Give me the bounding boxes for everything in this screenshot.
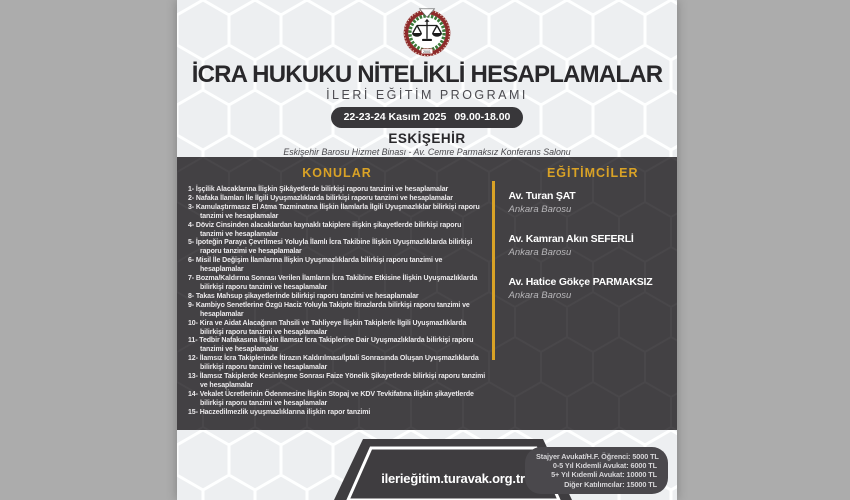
topic-item: [188, 222, 486, 240]
topic-number: 12-: [188, 355, 198, 363]
topic-item: [188, 355, 486, 373]
topic-text: Nafaka İlamları İle İlgili Uyuşmazlıklarda bilirkişi raporu tanzimi ve hesaplamalar: [195, 194, 453, 202]
topic-item: [188, 275, 486, 293]
topic-text: İlamsız İcra Takiplerinde İtirazın Kaldırılması/İptali Sonrasında Oluşan Uyuşmazlıklarda bilirkişi raporu tanzimi ve hesaplamalar: [199, 355, 479, 372]
trainer-item: [509, 276, 678, 302]
topic-number: 4-: [188, 221, 195, 229]
trainer-name: Av. Turan ŞAT: [508, 190, 576, 202]
topic-item: [188, 320, 486, 338]
topic-text: Kamulaştırmasız El Atma Tazminatına İlişkin İlamlarla İlgili Uyuşmazlıklar bilirkişi raporu tanzimi ve hesaplamalar: [195, 203, 480, 220]
topic-number: 7-: [188, 275, 195, 283]
topics-list: [188, 186, 486, 418]
topic-item: [188, 257, 486, 275]
topic-number: 3-: [188, 203, 195, 211]
topic-number: 10-: [188, 319, 198, 327]
topic-number: 11-: [188, 337, 198, 345]
topic-text: Kambiyo Senetlerine Özgü Haciz Yoluyla Takipte İtirazlarda bilirkişi raporu tanzimi ve hesaplamalar: [195, 301, 470, 318]
trainers-section: [503, 165, 678, 418]
topic-number: 15-: [188, 408, 198, 416]
pricing-line: Diğer Katılımcılar: 15000 TL: [564, 479, 657, 489]
trainers-heading: EĞİTİMCİLER: [546, 166, 639, 180]
topic-item: [188, 204, 486, 222]
hero-section: [177, 0, 677, 157]
topic-number: 2-: [188, 194, 195, 202]
topic-item: [188, 195, 486, 204]
topic-item: [188, 373, 486, 391]
trainer-item: [509, 190, 678, 216]
topic-text: Misil İle Değişim İlamlarına İlişkin Uyuşmazlıklarda bilirkişi raporu tanzimi ve hesaplamalar: [195, 257, 443, 274]
topic-text: Takas Mahsup şikayetlerinde bilirkişi raporu tanzimi ve hesaplamalar: [195, 292, 419, 300]
footer-section: [177, 430, 677, 500]
date-range: 22-23-24 Kasım 2025: [343, 111, 447, 123]
topics-section: [177, 165, 486, 418]
topic-number: 9-: [188, 301, 195, 309]
topic-number: 5-: [188, 239, 195, 247]
column-divider: [492, 181, 495, 360]
trainer-bar-association: Ankara Barosu: [508, 290, 572, 301]
page-title: İCRA HUKUKU NİTELİKLİ HESAPLAMALAR: [191, 61, 663, 88]
trainer-item: [509, 233, 678, 259]
topic-text: Bozma/Kaldırma Sonrası Verilen İlamların İcra Takibine Etkisine İlişkin Uyuşmazlıklarda bilirkişi raporu tanzimi ve hesaplamalar: [195, 275, 478, 291]
topic-text: Kira ve Aidat Alacağının Tahsili ve Tahliyeye İlişkin Takiplerle İlgili Uyuşmazlıklarda bilirkişi raporu tanzimi ve hesaplamalar: [199, 319, 467, 336]
pricing-line: Stajyer Avukat/H.F. Öğrenci: 5000 TL: [536, 452, 659, 461]
topic-text: Vekalet Ücretlerinin Ödenmesine İlişkin Stopaj ve KDV Tevkifatına ilişkin şikayetlerde bilirkişi raporu tanzimi ve hesaplamalar: [199, 390, 474, 407]
topics-heading: KONULAR: [302, 166, 372, 180]
pricing-badge: [525, 447, 668, 494]
bar-association-logo: [402, 7, 452, 59]
trainer-name: Av. Kamran Akın SEFERLİ: [508, 233, 634, 245]
topic-number: 6-: [188, 257, 195, 265]
pricing-line: 5+ Yıl Kıdemli Avukat: 10000 TL: [551, 470, 657, 480]
date-badge: [331, 107, 524, 128]
date-hours: 09.00-18.00: [454, 111, 511, 123]
topic-item: [188, 337, 486, 355]
program-section: [177, 157, 677, 430]
trainers-list: [509, 190, 678, 302]
topic-item: [188, 302, 486, 320]
topic-item: [188, 391, 486, 409]
topic-text: İpoteğin Paraya Çevrilmesi Yoluyla İlamlı İcra Takibine İlişkin Uyuşmazlıklarda bilirkişi raporu tanzimi ve hesaplamalar: [195, 239, 473, 256]
website-url: ilerieğitim.turavak.org.tr: [381, 471, 525, 486]
pricing-line: 0-5 Yıl Kıdemli Avukat: 6000 TL: [552, 461, 657, 471]
logo-year: 2001: [423, 49, 431, 54]
topic-text: Döviz Cinsinden alacaklardan kaynaklı takiplere ilişkin şikayetlerde bilirkişi raporu tanzimi ve hesaplamalar: [195, 221, 462, 238]
venue-name: Eskişehir Barosu Hizmet Binası - Av. Cemre Parmaksız Konferans Salonu: [283, 147, 571, 157]
topic-item: [188, 293, 486, 302]
trainer-name: Av. Hatice Gökçe PARMAKSIZ: [508, 276, 653, 288]
topic-text: İşçilik Alacaklarına İlişkin Şikâyetlerde bilirkişi raporu tanzimi ve hesaplamalar: [195, 186, 449, 193]
topic-text: Haczedilmezlik uyuşmazlıklarına ilişkin rapor tanzimi: [199, 408, 371, 416]
topic-item: [188, 409, 486, 418]
topic-number: 1-: [188, 186, 195, 193]
topic-text: Tedbir Nafakasına İlişkin İlamsız İcra Takiplerine Dair Uyuşmazlıklarda bilirkişi raporu tanzimi ve hesaplamalar: [199, 337, 474, 354]
topic-item: [188, 186, 486, 195]
topic-text: İlamsız Takiplerde Kesinleşme Sonrası Faize Yönelik Şikayetlerde bilirkişi raporu tanzimi ve hesaplamalar: [199, 373, 486, 389]
trainer-bar-association: Ankara Barosu: [508, 204, 572, 215]
trainer-bar-association: Ankara Barosu: [508, 247, 572, 258]
topic-number: 8-: [188, 292, 195, 300]
topic-item: [188, 239, 486, 257]
topic-number: 13-: [188, 373, 198, 381]
city-name: ESKİŞEHİR: [388, 131, 466, 146]
topic-number: 14-: [188, 390, 198, 398]
poster-panel: [177, 0, 677, 500]
page-subtitle: İLERİ EĞİTİM PROGRAMI: [326, 88, 528, 102]
